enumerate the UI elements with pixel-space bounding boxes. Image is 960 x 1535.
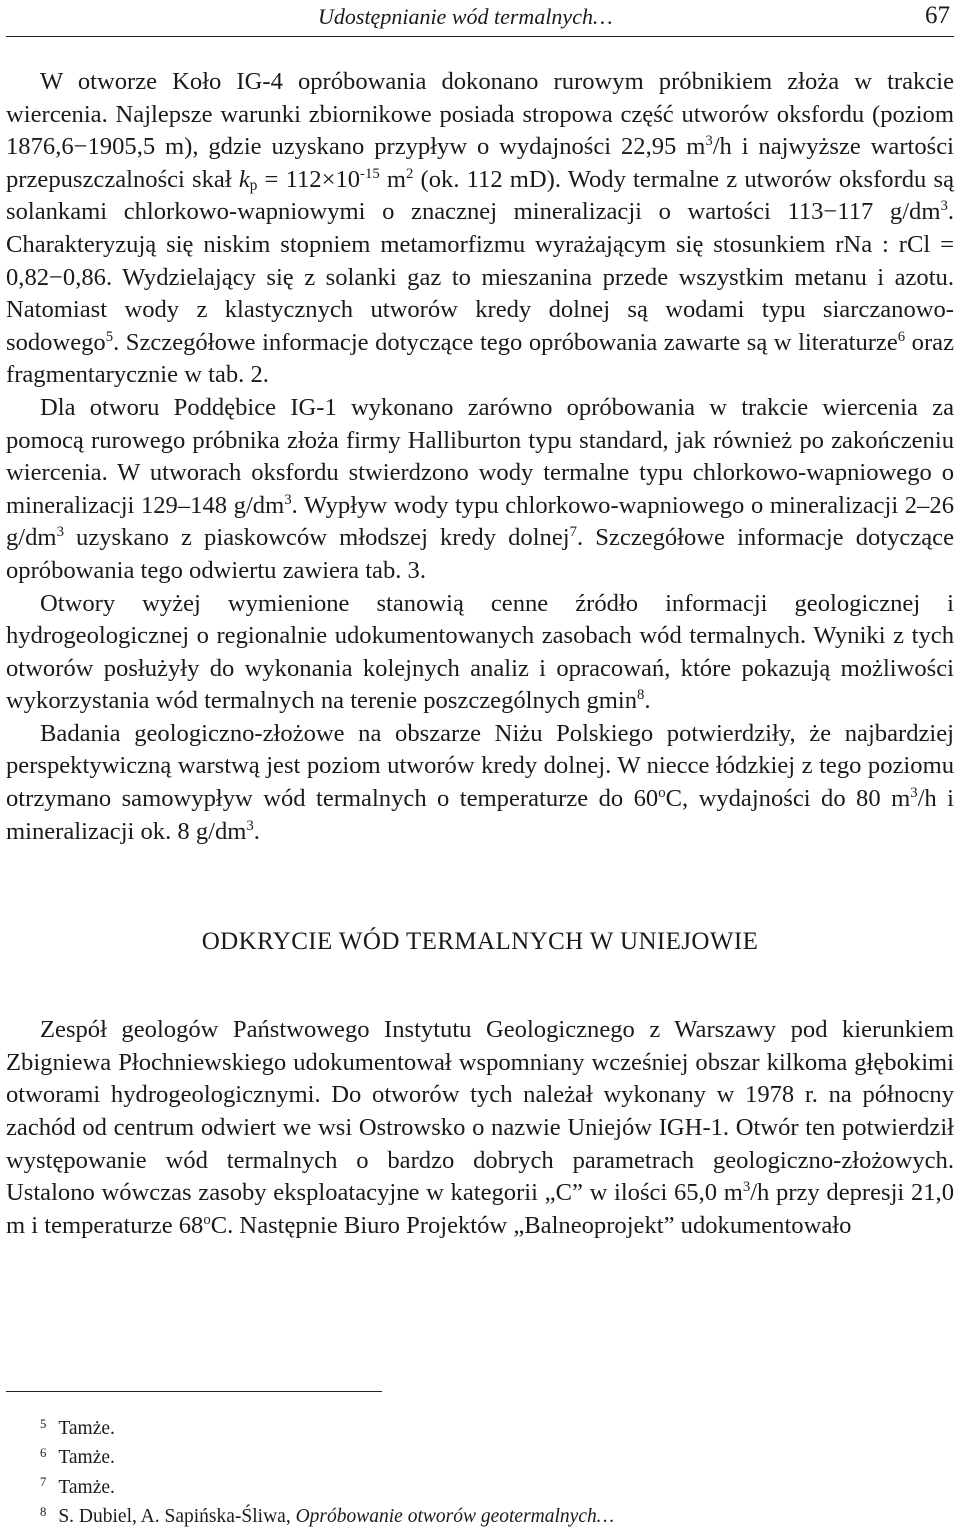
main-text	[6, 66, 954, 1242]
footnote-ref-5: 5	[105, 328, 114, 345]
section-heading: ODKRYCIE WÓD TERMALNYCH W UNIEJOWIE	[201, 928, 759, 956]
footnote-8: $^8$ S. Dubiel, A. Sapińska-Śliwa, Opróbowanie otworów geotermalnych…	[40, 1504, 615, 1527]
footnote-6: $^6$ Tamże.	[40, 1445, 115, 1469]
footnote-ref-6: 6	[897, 328, 906, 345]
footnote-5: $^5$ Tamże.	[40, 1416, 115, 1439]
footnote-ref-7: 7	[569, 524, 577, 541]
footnotes	[40, 1414, 614, 1531]
running-title: Udostępnianie wód termalnych…	[318, 4, 613, 29]
paragraph-poddebice: Dla otworu Poddębice IG-1 wykonano zarówno opróbowania w trakcie wiercenia za pomocą rurowego próbnika złoża firmy Halliburton typu standard, jak również po zakończeniu wiercenia. W utworach oksfordu stwierdzono wody termalne typu chlorkowo-wapniowego o mineralizacji 129–148 $g/dm^3$. Wypływ wody typu chlorkowo-wapniowego o mineralizacji 2–26 $g/dm^3$ uzyskano z piaskowców młodszej kredy dolnej$^7$. Szczegółowe informacje dotyczące opróbowania tego odwiertu zawiera tab. 3.	[6, 393, 954, 584]
running-header	[6, 0, 954, 37]
footnote-7: $^7$ Tamże.	[40, 1475, 115, 1498]
paragraph-kolo: W otworze Koło IG-4 opróbowania dokonano rurowym próbnikiem złoża w trakcie wiercenia. Najlepsze warunki zbiornikowe posiada stropowa część utworów oksfordu (poziom 1876,6−1905,5 m), gdzie uzyskano przypływ o wydajności 22,95 $m^3/h$ i najwyższe wartości przepuszczalności skał $k_p = 112\times 10^{-15}$ $m^2$ (ok. 112 mD). Wody termalne z utworów oksfordu są solankami chlorkowo-wapniowymi o znacznej mineralizacji o wartości 113−117 $g/dm^3$. Charakteryzują się niskim stopniem metamorfizmu wyrażającym się stosunkiem rNa : rCl = 0,82−0,86. Wydzielający się z solanki gaz to mieszanina przede wszystkim metanu i azotu. Natomiast wody z klastycznych utworów kredy dolnej są wodami typu siarczanowo-sodowego$^5$. Szczegółowe informacje dotyczące tego opróbowania zawarte są w literaturze$^6$ oraz fragmentarycznie w tab. 2.	[6, 68, 955, 389]
page-number: 67	[925, 2, 950, 29]
paragraph-zespol: Zespół geologów Państwowego Instytutu Geologicznego z Warszawy pod kierunkiem Zbigniewa Płochniewskiego udokumentował wspomniany wcześniej obszar kilkoma głębokimi otworami hydrogeologicznymi. Do otworów tych należał wykonany w 1978 r. na północny zachód od centrum odwiert we wsi Ostrowsko o nazwie Uniejów IGH-1. Otwór ten potwierdził występowanie wód termalnych o bardzo dobrych parametrach geologiczno-złożowych. Ustalono wówczas zasoby eksploatacyjne w kategorii „C” w ilości 65,0 $m^3/h$ przy depresji 21,0 m i temperaturze 68$^o$C. Następnie Biuro Projektów „Balneoprojekt” udokumentowało	[6, 1016, 954, 1239]
footnote-separator	[6, 1391, 382, 1392]
paragraph-badania: Badania geologiczno-złożowe na obszarze Niżu Polskiego potwierdziły, że najbardziej perspektywiczną warstwą jest poziom utworów kredy dolnej. W niecce łódzkiej z tego poziomu otrzymano samowypływ wód termalnych o temperaturze do 60$^o$C, wydajności do 80 $m^3/h$ i mineralizacji ok. 8 $g/dm^3$.	[6, 719, 954, 845]
paragraph-otwory: Otwory wyżej wymienione stanowią cenne źródło informacji geologicznej i hydrogeologicznej o regionalnie udokumentowanych zasobach wód termalnych. Wyniki z tych otworów posłużyły do wykonania kolejnych analiz i opracowań, które pokazują możliwości wykorzystania wód termalnych na terenie poszczególnych gmin$^8$.	[6, 589, 954, 715]
footnote-ref-8: 8	[637, 687, 645, 704]
